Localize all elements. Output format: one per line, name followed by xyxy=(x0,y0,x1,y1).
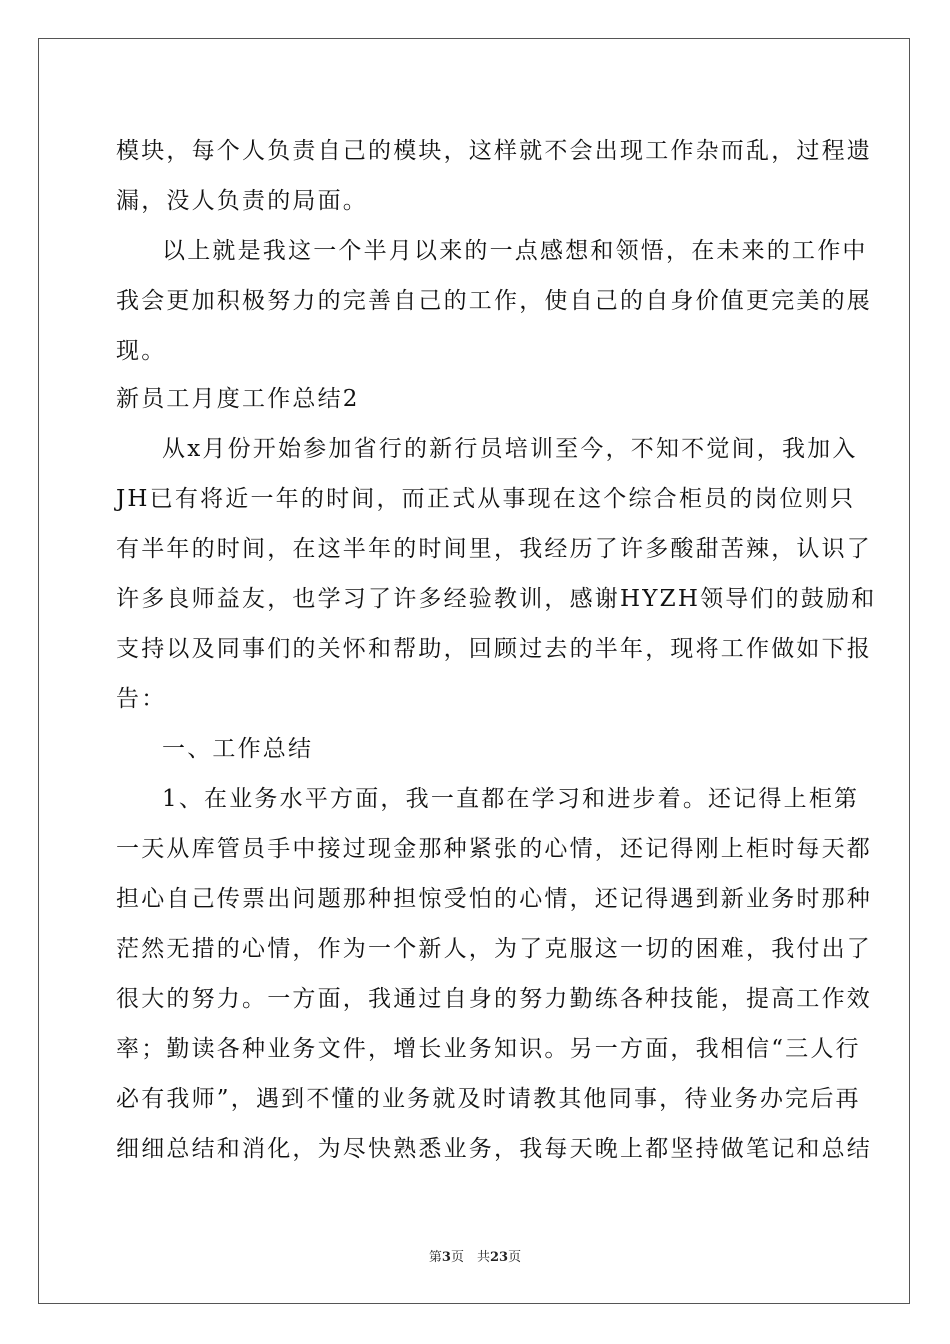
body-text-line: 现。 xyxy=(116,338,167,364)
body-text-line: 率；勤读各种业务文件，增长业务知识。另一方面，我相信“三人行 xyxy=(116,1036,861,1062)
body-text-line: 告： xyxy=(116,686,167,712)
body-text-line: 担心自己传票出问题那种担惊受怕的心情，还记得遇到新业务时那种 xyxy=(116,886,872,912)
page-footer xyxy=(0,1246,950,1265)
body-text-line: 许多良师益友，也学习了许多经验教训，感谢HYZH领导们的鼓励和 xyxy=(116,586,877,612)
body-text-line: 支持以及同事们的关怀和帮助，回顾过去的半年，现将工作做如下报 xyxy=(116,636,872,662)
footer-mid: 页 共 xyxy=(450,1250,490,1265)
body-text-line: 模块，每个人负责自己的模块，这样就不会出现工作杂而乱，过程遗 xyxy=(116,138,872,164)
page-border xyxy=(38,38,910,1304)
body-text-line: 有半年的时间，在这半年的时间里，我经历了许多酸甜苦辣，认识了 xyxy=(116,536,872,562)
body-text-line: 我会更加积极努力的完善自己的工作，使自己的自身价值更完美的展 xyxy=(116,288,872,314)
body-text-line: 必有我师”，遇到不懂的业务就及时请教其他同事，待业务办完后再 xyxy=(116,1086,861,1112)
section-heading: 新员工月度工作总结2 xyxy=(116,386,360,412)
body-text-line: 细细总结和消化，为尽快熟悉业务，我每天晚上都坚持做笔记和总结 xyxy=(116,1136,872,1162)
body-text-line: 1、在业务水平方面，我一直都在学习和进步着。还记得上柜第 xyxy=(162,786,860,812)
total-page-number: 23 xyxy=(489,1250,509,1265)
footer-suffix: 页 xyxy=(508,1250,522,1265)
body-text-line: 一天从库管员手中接过现金那种紧张的心情，还记得刚上柜时每天都 xyxy=(116,836,872,862)
subsection-heading: 一、工作总结 xyxy=(162,736,314,762)
body-text-line: 以上就是我这一个半月以来的一点感想和领悟，在未来的工作中 xyxy=(162,238,868,264)
body-text-line: JH已有将近一年的时间，而正式从事现在这个综合柜员的岗位则只 xyxy=(116,486,856,512)
body-text-line: 漏，没人负责的局面。 xyxy=(116,188,368,214)
body-text-line: 茫然无措的心情，作为一个新人，为了克服这一切的困难，我付出了 xyxy=(116,936,872,962)
body-text-line: 从x月份开始参加省行的新行员培训至今，不知不觉间，我加入 xyxy=(162,436,858,462)
footer-prefix: 第 xyxy=(428,1250,442,1265)
current-page-number: 3 xyxy=(441,1250,451,1265)
body-text-line: 很大的努力。一方面，我通过自身的努力勤练各种技能，提高工作效 xyxy=(116,986,872,1012)
